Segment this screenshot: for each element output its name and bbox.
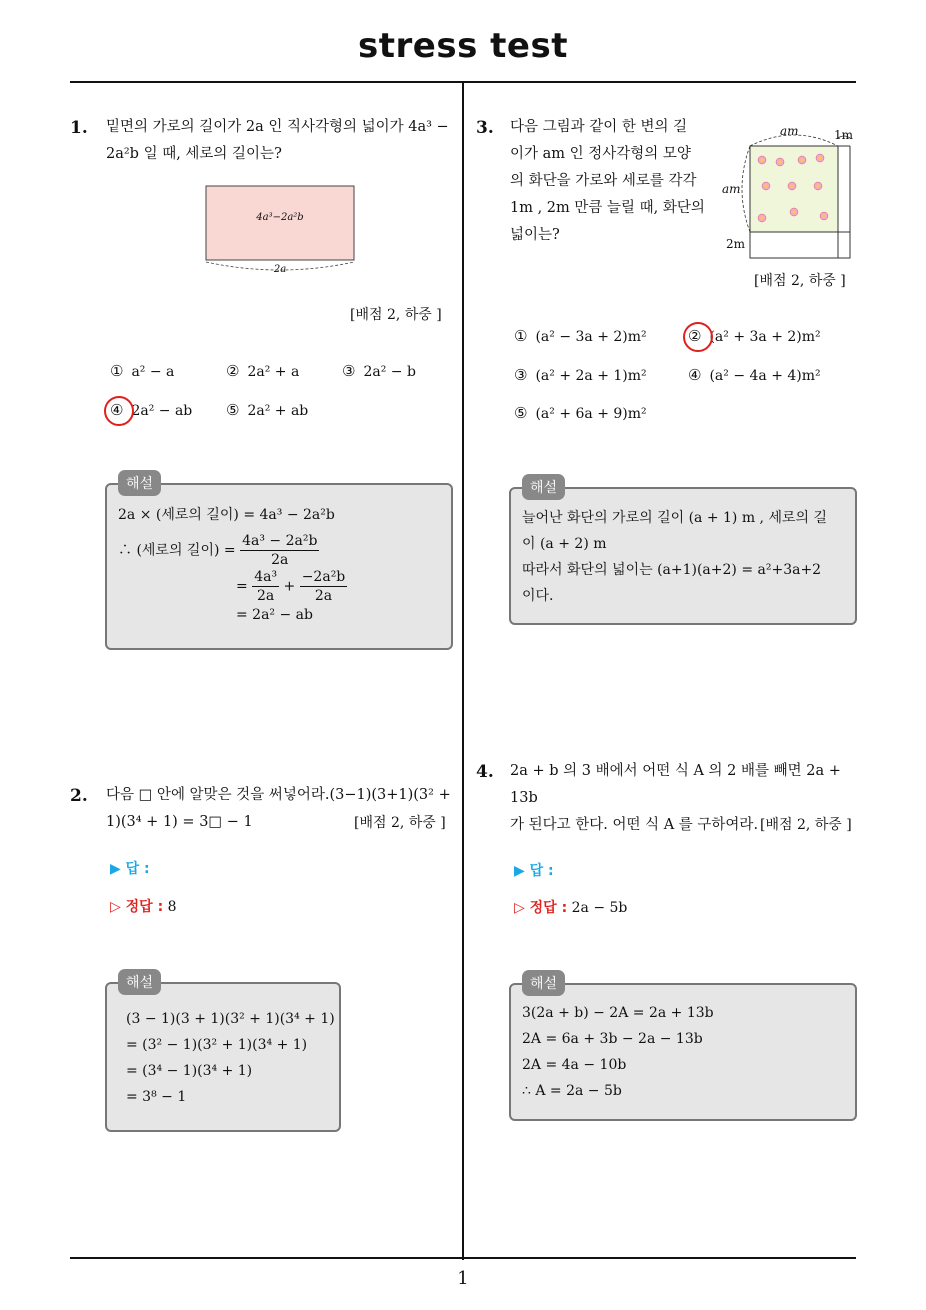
fraction-denominator: 2a [271, 552, 289, 568]
footer-rule [70, 1257, 856, 1259]
solution-fraction [252, 568, 279, 605]
question-3-choice-3[interactable] [514, 366, 647, 384]
choice-mark: ③ [342, 362, 356, 380]
question-1-choice-2[interactable] [226, 362, 299, 380]
question-1-width-label: 2a [273, 264, 287, 275]
question-3-meta: [배점 2, 하중 ] [754, 273, 846, 289]
question-1-choice-3[interactable] [342, 362, 416, 380]
fraction-numerator: 4a³ [254, 569, 278, 585]
plus-sign: + [283, 578, 296, 595]
answer-key-value: 2a − 5b [571, 900, 628, 916]
choice-mark: ③ [514, 366, 528, 384]
choice-text: (a² − 3a + 2)m² [535, 329, 647, 345]
question-3-line: 다음 그림과 같이 한 변의 길 [510, 119, 688, 135]
question-3-label-left: am [722, 182, 741, 196]
choice-text: (a² + 6a + 9)m² [535, 406, 647, 422]
question-1-area-label: 4a³−2a²b [256, 212, 304, 223]
question-2-answer-label: ▶ 답 : [110, 861, 150, 877]
question-4-line1: 2a + b 의 3 배에서 어떤 식 A 의 2 배를 빼면 2a + 13b [510, 763, 841, 806]
choice-mark: ⑤ [514, 404, 528, 422]
choice-text: (a² + 2a + 1)m² [535, 368, 647, 384]
fraction-numerator: −2a²b [301, 569, 346, 585]
choice-text: 2a² − b [363, 364, 416, 380]
question-3-solution-lines [522, 505, 827, 609]
question-1-meta: [배점 2, 하중 ] [350, 307, 442, 323]
choice-mark: ① [110, 362, 124, 380]
choice-text: (a² − 4a + 4)m² [709, 368, 821, 384]
answer-key-label: ▷ 정답 : [514, 900, 568, 916]
choice-text: (a² + 3a + 2)m² [709, 329, 821, 345]
solution-fraction [240, 532, 319, 569]
answer-key-label: ▷ 정답 : [110, 899, 164, 915]
question-2-answer-key [110, 896, 177, 916]
solution-line: 이다. [522, 588, 554, 604]
question-1-number: 1. [70, 118, 88, 138]
question-2-solution-lines [126, 1006, 335, 1110]
question-2-solution-tag: 해설 [118, 969, 161, 995]
choice-mark: ② [688, 327, 702, 345]
question-3-line: 이가 am 인 정사각형의 모양 [510, 146, 691, 162]
solution-line: 3(2a + b) − 2A = 2a + 13b [522, 1005, 714, 1021]
question-3-answer-circle [683, 322, 713, 352]
question-1-solution-line2 [118, 532, 319, 569]
fraction-numerator: 4a³ − 2a²b [242, 533, 318, 549]
solution-line: (3 − 1)(3 + 1)(3² + 1)(3⁴ + 1) [126, 1011, 335, 1027]
question-4-answer-key [514, 897, 627, 917]
choice-text: 2a² + a [247, 364, 300, 380]
question-3-choice-1[interactable] [514, 327, 647, 345]
question-1-choice-1[interactable] [110, 362, 174, 380]
choice-mark: ⑤ [226, 401, 240, 419]
question-1-solution-line3 [236, 568, 347, 605]
question-4-meta: [배점 2, 하중 ] [760, 817, 852, 833]
question-3-text [510, 114, 710, 249]
question-3-choice-4[interactable] [688, 366, 821, 384]
question-4-line2: 가 된다고 한다. 어떤 식 A 를 구하여라. [510, 817, 759, 833]
answer-key-value: 8 [167, 899, 177, 915]
question-1-choice-5[interactable] [226, 401, 308, 419]
question-3-choice-5[interactable] [514, 404, 647, 422]
question-2-line1: 다음 □ 안에 알맞은 것을 써넣어라.(3−1)(3+1)(3² + [106, 787, 451, 803]
question-2-meta: [배점 2, 하중 ] [354, 815, 446, 831]
fraction-denominator: 2a [256, 588, 275, 604]
solution-line: ∴ A = 2a − 5b [522, 1083, 622, 1099]
question-1-solution-line4: = 2a² − ab [236, 607, 313, 623]
question-2-line2: 1)(3⁴ + 1) = 3□ − 1 [106, 814, 253, 830]
page-title: stress test [358, 26, 568, 66]
question-3-label-right-top: 1m [834, 128, 854, 142]
question-3-label-top: am [780, 124, 799, 138]
solution-line: = 3⁸ − 1 [126, 1089, 187, 1105]
column-divider [462, 82, 464, 1260]
solution-line: 2A = 6a + 3b − 2a − 13b [522, 1031, 703, 1047]
solution-line: 이 (a + 2) m [522, 536, 607, 552]
solution-line: = (3² − 1)(3² + 1)(3⁴ + 1) [126, 1037, 308, 1053]
choice-mark: ① [514, 327, 528, 345]
solution-fraction [300, 568, 348, 605]
solution-line: 늘어난 화단의 가로의 길이 (a + 1) m , 세로의 길 [522, 510, 827, 526]
solution-prefix: ∴ (세로의 길이) = [118, 542, 236, 559]
question-1-solution-tag: 해설 [118, 470, 161, 496]
question-3-line: 넓이는? [510, 227, 560, 243]
question-3-label-bottom-left: 2m [726, 237, 746, 251]
question-4-solution-lines [522, 1000, 714, 1104]
choice-mark: ④ [688, 366, 702, 384]
question-1-solution-line1: 2a × (세로의 길이) = 4a³ − 2a²b [118, 507, 335, 523]
question-4-solution-tag: 해설 [522, 970, 565, 996]
choice-text: 2a² + ab [247, 403, 309, 419]
question-1-answer-circle [104, 396, 134, 426]
choice-text: a² − a [131, 364, 175, 380]
question-3-solution-tag: 해설 [522, 474, 565, 500]
fraction-denominator: 2a [314, 588, 333, 604]
question-3-line: 의 화단을 가로와 세로를 각각 [510, 173, 697, 189]
question-1-line2: 2a²b 일 때, 세로의 길이는? [106, 146, 282, 162]
question-4-answer-label: ▶ 답 : [514, 863, 554, 879]
choice-text: 2a² − ab [131, 403, 193, 419]
question-4-number: 4. [476, 762, 494, 782]
solution-line: 따라서 화단의 넓이는 (a+1)(a+2) = a²+3a+2 [522, 562, 822, 578]
question-3-number: 3. [476, 118, 494, 138]
equals-sign: = [236, 578, 248, 595]
solution-line: = (3⁴ − 1)(3⁴ + 1) [126, 1063, 253, 1079]
question-1-line1: 밑면의 가로의 길이가 2a 인 직사각형의 넓이가 4a³ − [106, 119, 449, 135]
choice-mark: ④ [110, 401, 124, 419]
choice-mark: ② [226, 362, 240, 380]
question-1-text [106, 114, 456, 168]
page-number: 1 [457, 1268, 469, 1289]
question-2-number: 2. [70, 786, 88, 806]
solution-line: 2A = 4a − 10b [522, 1057, 627, 1073]
question-3-line: 1m , 2m 만큼 늘릴 때, 화단의 [510, 200, 705, 216]
